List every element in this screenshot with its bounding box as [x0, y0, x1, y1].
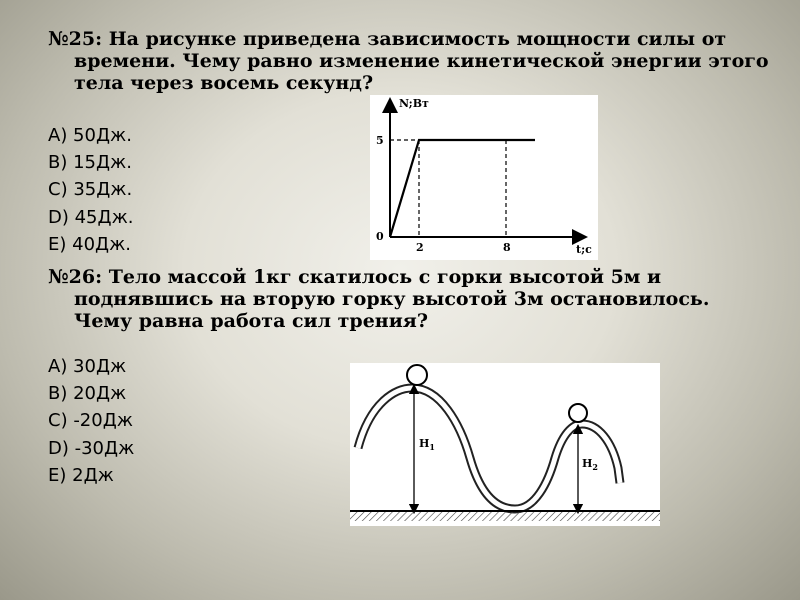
ball-top	[407, 365, 427, 385]
x-tick-label: 2	[416, 241, 424, 254]
h2-label: $H_2$	[582, 457, 598, 472]
q25-answer-a[interactable]: A) 50Дж.	[48, 125, 132, 146]
ball-second	[569, 404, 587, 422]
origin-label: 0	[376, 230, 384, 243]
q25-answers	[48, 122, 134, 258]
y-axis-label: N;Вт	[399, 97, 429, 110]
q25-answer-c[interactable]: C) 35Дж.	[48, 179, 133, 201]
hills-diagram-svg	[350, 363, 660, 526]
q26-answer-b[interactable]: B) 20Дж	[48, 383, 127, 405]
power-time-graph-svg	[370, 95, 598, 260]
y-tick-label: 5	[376, 134, 384, 147]
h1-label: $H_1$	[419, 437, 435, 452]
q25-title-line: тела через восемь секунд?	[74, 72, 374, 94]
q25-title-line: №25: На рисунке приведена зависимость мощности силы от	[48, 28, 727, 50]
q25-answer-e[interactable]: E) 40Дж.	[48, 233, 132, 255]
q25-title-line: времени. Чему равно изменение кинетической энергии этого	[74, 50, 769, 72]
q25-answer-d[interactable]: D) 45Дж.	[48, 206, 134, 228]
power-time-graph	[370, 95, 598, 260]
q25-title	[48, 28, 769, 94]
q26-answer-d[interactable]: D) -30Дж	[48, 437, 135, 459]
series-line	[390, 140, 535, 237]
q26-answer-c[interactable]: C) -20Дж	[48, 410, 133, 432]
x-axis-label: t;c	[576, 243, 592, 256]
q26-title-line: поднявшись на вторую горку высотой 3м остановилось.	[74, 288, 710, 310]
q26-answers	[48, 353, 134, 489]
q26-answer-a[interactable]: A) 30Дж	[48, 356, 127, 377]
q26-title-line: Чему равна работа сил трения?	[74, 310, 428, 332]
q26-title-line: №26: Тело массой 1кг скатилось с горки высотой 5м и	[48, 266, 662, 288]
q26-answer-e[interactable]: E) 2Дж	[48, 464, 114, 486]
x-tick-label: 8	[503, 241, 511, 254]
q26-title	[48, 266, 709, 332]
q25-answer-b[interactable]: B) 15Дж.	[48, 152, 132, 174]
ground-hatch	[350, 512, 660, 521]
hills-diagram	[350, 363, 660, 526]
